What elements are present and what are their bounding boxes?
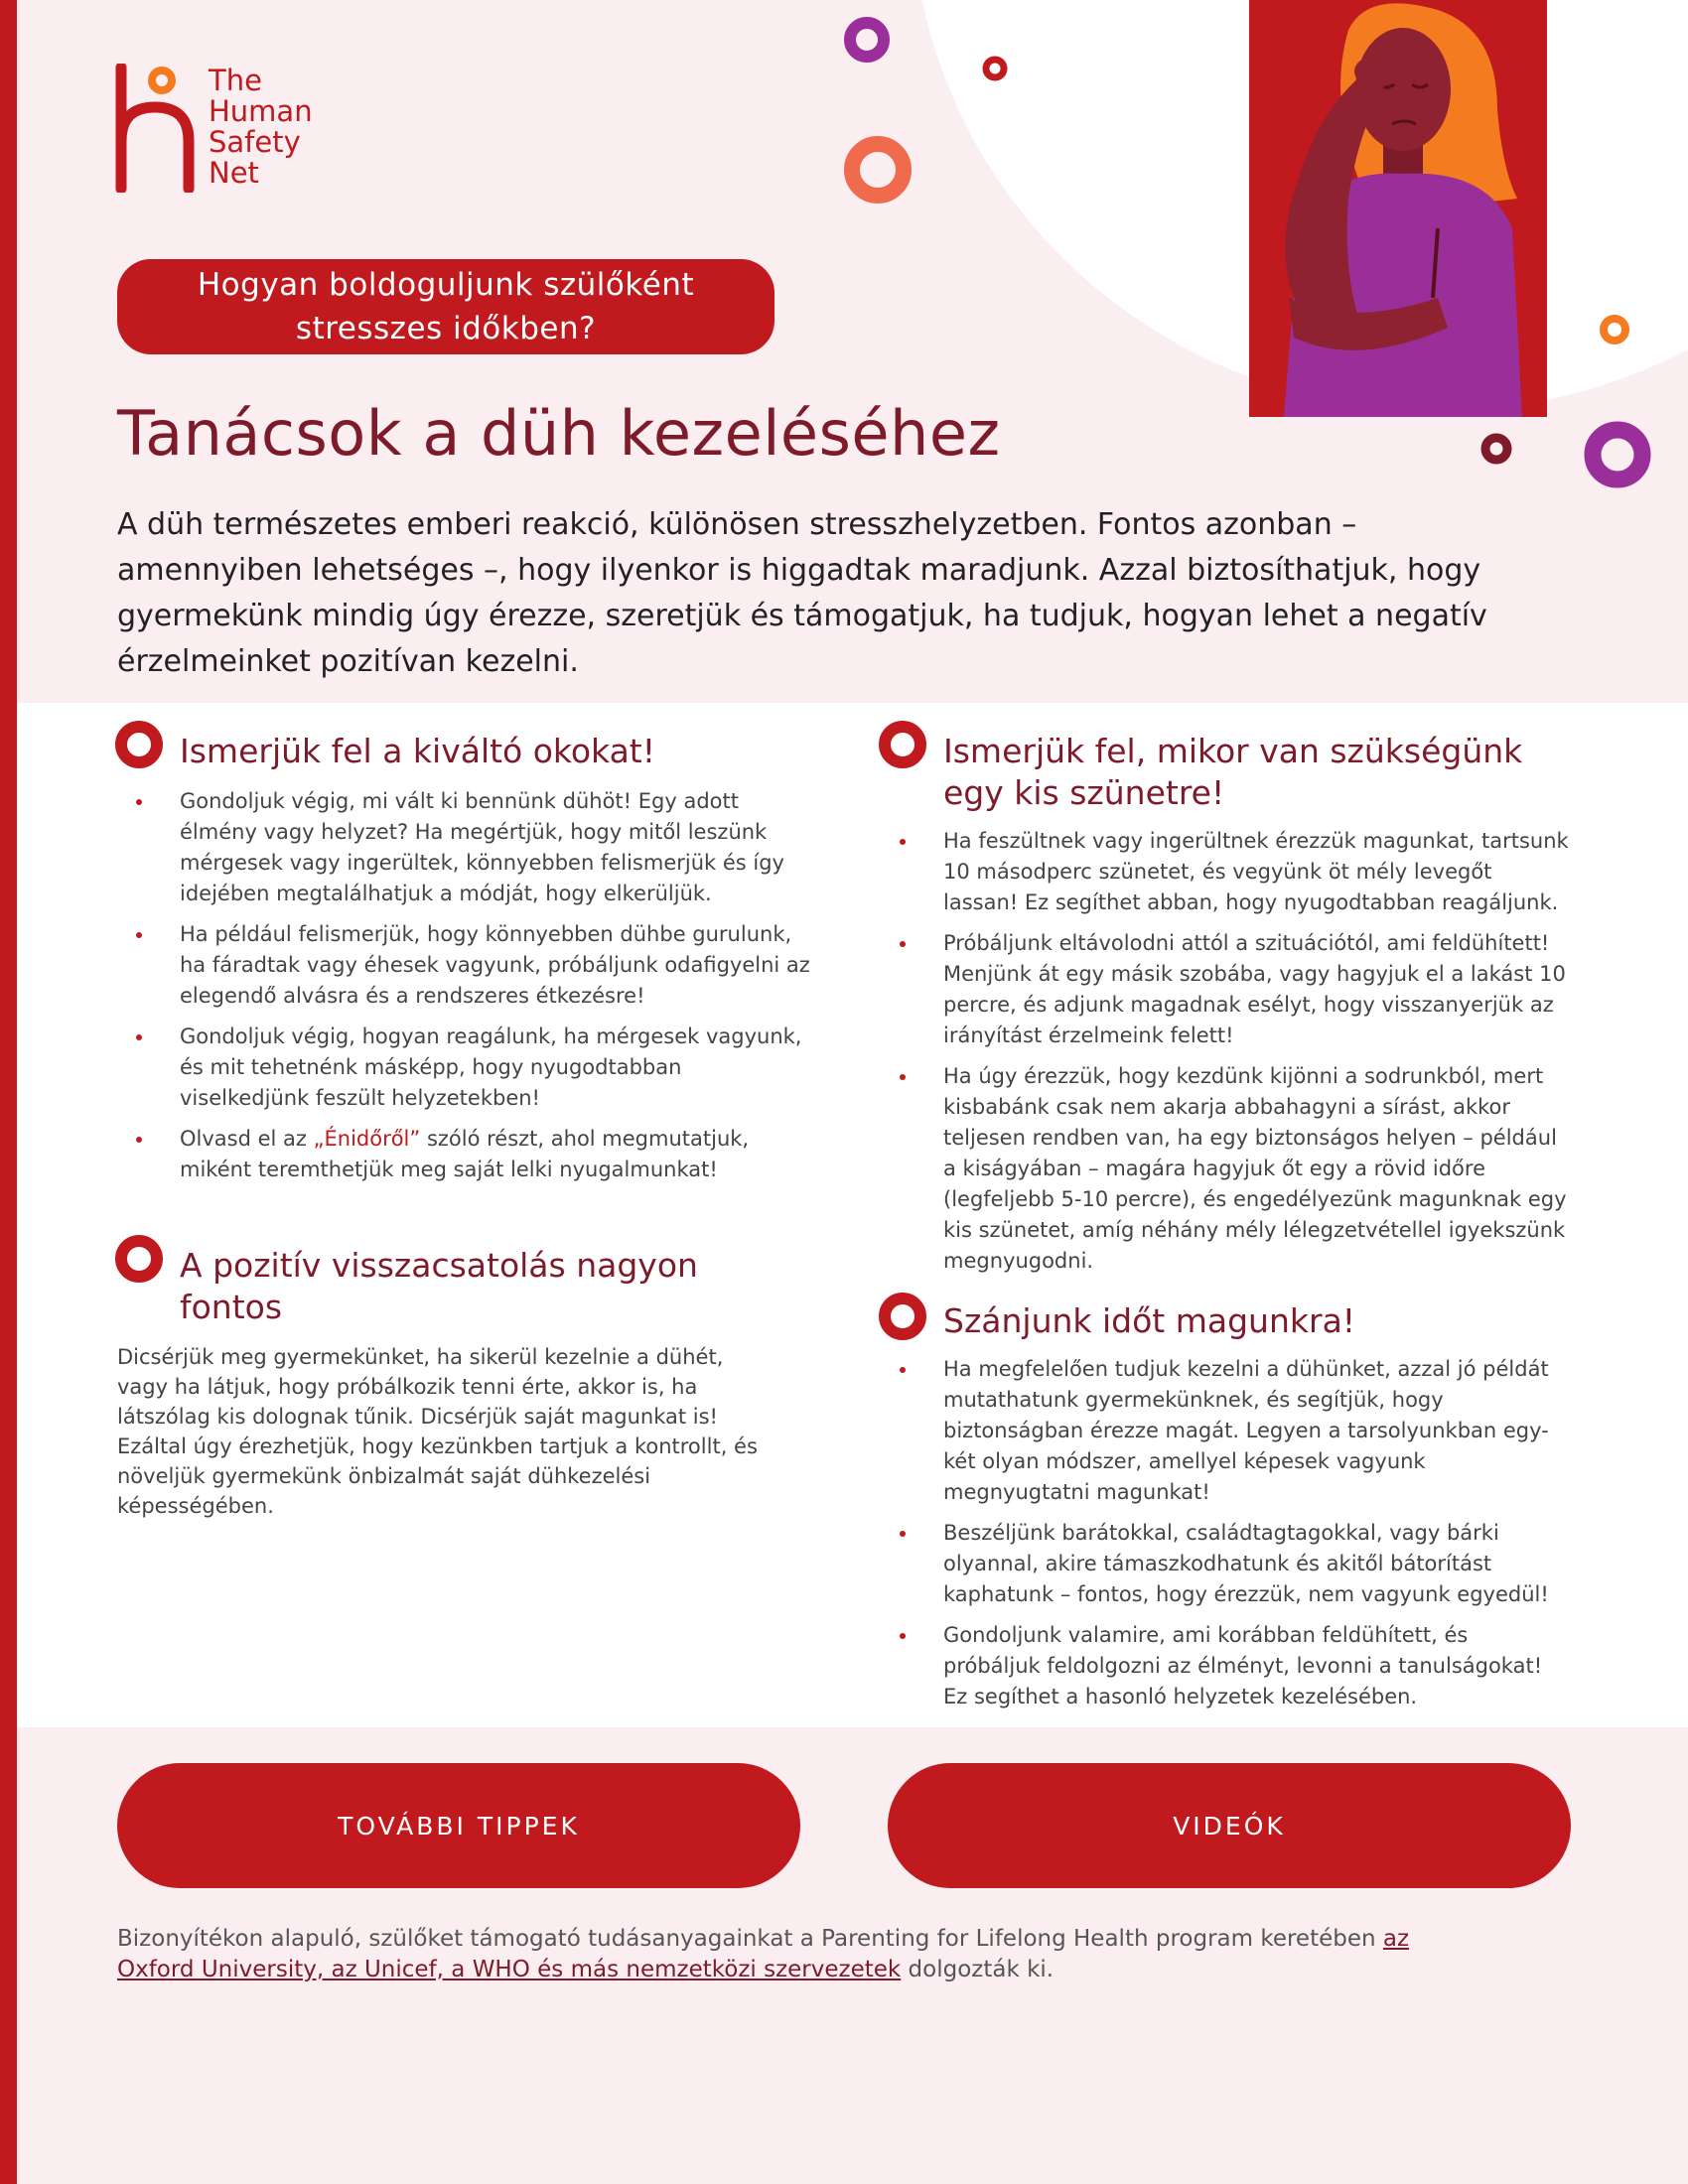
subtitle-line: Hogyan boldoguljunk szülőként — [197, 267, 695, 303]
section-ring-icon — [115, 1235, 163, 1283]
selfcare-list — [943, 1354, 1569, 1722]
footer-text-before: Bizonyítékon alapuló, szülőket támogató tudásanyagainkat a Parenting for Lifelong Health program keretében — [117, 1926, 1383, 1952]
bullet-icon — [136, 932, 142, 938]
list-item — [943, 1620, 1569, 1712]
list-item — [180, 786, 815, 909]
intro-paragraph: A düh természetes emberi reakció, különösen stresszhelyzetben. Fontos azonban – amennyiben lehetséges –, hogy ilyenkor is higgadtak maradjunk. Azzal biztosíthatjuk, hogy gyermekünk mindig úgy érezze, szeretjük és támogatjuk, ha tudjuk, hogyan lehet a negatív érzelmeinket pozitívan kezelni. — [117, 507, 1487, 679]
list-item-text: Ha feszültnek vagy ingerültnek érezzük magunkat, tartsunk 10 másodperc szünetet, és vegyünk öt mély levegőt lassan! Ez segíthet abban, hogy nyugodtabban reagáljunk. — [943, 829, 1569, 914]
list-item — [943, 928, 1569, 1051]
bullet-icon — [900, 1367, 906, 1373]
left-accent-stripe — [0, 0, 17, 2184]
subtitle-pill — [117, 259, 774, 354]
list-item-text: Próbáljunk eltávolodni attól a szituációtól, ami feldühített! Menjünk át egy másik szobába, vagy hagyjuk el a lakást 10 percre, és adjunk magadnak esélyt, hogy visszanyerjük az irányítást érzelmeink felett! — [943, 931, 1566, 1047]
logo-wordmark — [209, 66, 313, 189]
logo-line: Net — [209, 156, 259, 190]
bullet-icon — [900, 941, 906, 947]
more-tips-button[interactable]: TOVÁBBI TIPPEK — [117, 1763, 800, 1888]
list-item-text-after: szóló részt, ahol megmutatjuk, miként teremthetjük meg saját lelki nyugalmunkat! — [180, 1127, 750, 1181]
list-item-text: Gondoljunk valamire, ami korábban feldühített, és próbáljuk feldolgozni az élményt, levonni a tanulságokat! Ez segíthet a hasonló helyzetek kezelésében. — [943, 1623, 1543, 1708]
list-item — [943, 1518, 1569, 1610]
bullet-icon — [136, 1137, 142, 1143]
bullet-icon — [900, 1633, 906, 1639]
section-ring-icon — [879, 1293, 926, 1340]
bullet-icon — [136, 799, 142, 805]
section-title-selfcare: Szánjunk időt magunkra! — [943, 1301, 1356, 1340]
list-item-text: Ha megfelelően tudjuk kezelni a dühünket, azzal jó példát mutathatunk gyermekünknek, és segítjük, hogy biztonságban érezze magát. Legyen a tarsolyunkban egy-két olyan módszer, amellyel képesek vagyunk megnyugtatni magunkat! — [943, 1357, 1549, 1504]
bullet-icon — [900, 1074, 906, 1080]
me-time-link[interactable]: „Énidőről” — [313, 1127, 421, 1151]
list-item-text: Gondoljuk végig, hogyan reagálunk, ha mérgesek vagyunk, és mit tehetnénk másképp, hogy nyugodtabban viselkedjünk feszült helyzetekben! — [180, 1024, 802, 1110]
bullet-icon — [136, 1034, 142, 1040]
section-title-pause: Ismerjük fel, mikor van szükségünk egy kis szünetre! — [943, 732, 1523, 812]
list-item-text: Ha úgy érezzük, hogy kezdünk kijönni a sodrunkból, mert kisbabánk csak nem akarja abbahagyni a sírást, akkor teljesen rendben van, ha egy biztonságos helyen – például a kiságyában – magára hagyjuk őt egy a rövid időre (legfeljebb 5-10 percre), és engedélyezünk magunknak egy kis szünetet, amíg néhány mély lélegzetvétellel igyekszünk megnyugodni. — [943, 1064, 1567, 1273]
subtitle-line: stresszes időkben? — [295, 311, 597, 346]
list-item-text: Gondoljuk végig, mi vált ki bennünk dühöt! Egy adott élmény vagy helyzet? Ha megértjük, hogy mitől leszünk mérgesek vagy ingerültek, könnyebben felismerjük és így idejében megtalálhatjuk a módját, hogy elkerüljük. — [180, 789, 784, 905]
feedback-paragraph: Dicsérjük meg gyermekünket, ha sikerül kezelnie a dühét, vagy ha látjuk, hogy próbálkozik tenni érte, akkor is, ha látszólag kis dolognak tűnik. Dicsérjük saját magunkat is! Ezáltal úgy érezhetjük, hogy kezünkben tartjuk a kontrollt, és növeljük gyermekünk önbizalmát saját dühkezelési képességében. — [117, 1345, 758, 1518]
list-item — [943, 1354, 1569, 1508]
videos-button[interactable]: VIDEÓK — [888, 1763, 1571, 1888]
page-title: Tanácsok a düh kezeléséhez — [117, 397, 1001, 470]
list-item — [943, 826, 1569, 918]
section-ring-icon — [879, 721, 926, 768]
list-item — [180, 919, 815, 1012]
pause-list — [943, 826, 1569, 1287]
list-item — [943, 1061, 1569, 1277]
logo-line: The — [209, 64, 262, 97]
list-item-text: Ha például felismerjük, hogy könnyebben dühbe gurulunk, ha fáradtak vagy éhesek vagyunk, próbáljunk odafigyelni az elegendő alvásra és a rendszeres étkezésre! — [180, 922, 810, 1008]
footer-text-after: dolgozták ki. — [901, 1957, 1055, 1982]
list-item-text-before: Olvasd el az — [180, 1127, 314, 1151]
list-item — [180, 1124, 815, 1185]
section-title-triggers: Ismerjük fel a kiváltó okokat! — [180, 732, 655, 770]
partners-link[interactable]: az Oxford University, az Unicef, a WHO és más nemzetközi szervezetek — [117, 1926, 1410, 1982]
section-ring-icon — [115, 721, 163, 768]
section-title-feedback: A pozitív visszacsatolás nagyon fontos — [180, 1246, 698, 1326]
bullet-icon — [900, 839, 906, 845]
triggers-list — [180, 786, 815, 1195]
logo-line: Safety — [209, 125, 301, 159]
list-item — [180, 1022, 815, 1114]
logo-line: Human — [209, 94, 313, 128]
bullet-icon — [900, 1531, 906, 1537]
stressed-woman-illustration — [1209, 0, 1587, 417]
footer-credit — [117, 1924, 1487, 1985]
list-item-text: Beszéljünk barátokkal, családtagtagokkal, vagy bárki olyannal, akire támaszkodhatunk és akitől bátorítást kaphatunk – fontos, hogy érezzük, nem vagyunk egyedül! — [943, 1521, 1549, 1606]
